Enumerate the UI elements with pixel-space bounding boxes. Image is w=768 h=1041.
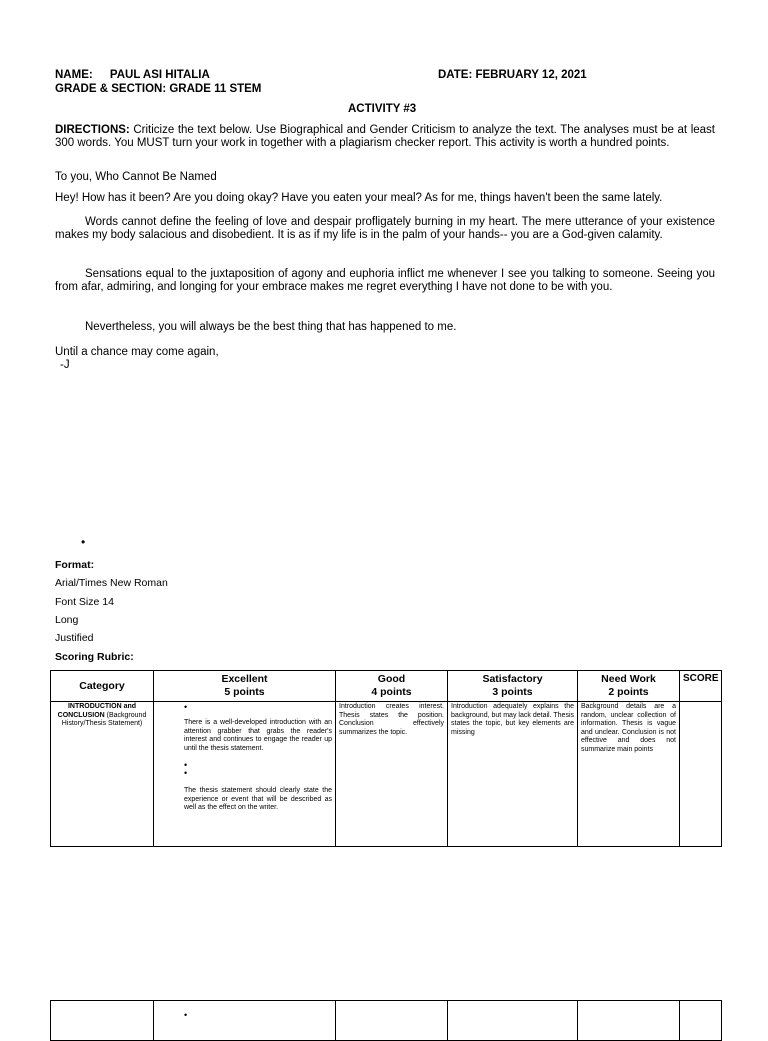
student-name: PAUL ASI HITALIA bbox=[109, 69, 210, 81]
row-category bbox=[51, 702, 154, 847]
header-satisfactory bbox=[448, 671, 578, 702]
header-need-work bbox=[578, 671, 680, 702]
letter-salutation: To you, Who Cannot Be Named bbox=[55, 171, 217, 183]
name-line bbox=[55, 69, 210, 81]
header-score: SCORE bbox=[680, 671, 722, 702]
rubric-label: Scoring Rubric: bbox=[55, 651, 134, 663]
header-category: Category bbox=[51, 671, 154, 702]
date: DATE: FEBRUARY 12, 2021 bbox=[438, 69, 587, 81]
header-good-label: Good bbox=[377, 673, 406, 685]
letter-paragraph-3: Sensations equal to the juxtaposition of agony and euphoria inflict me whenever I see you talking to someone. Seeing you from afar, admiring, and longing for your embrace makes me regret everything I have not done to be with you. bbox=[55, 268, 715, 293]
letter-paragraph-4: Nevertheless, you will always be the best thing that has happened to me. bbox=[85, 321, 457, 333]
header-satisfactory-points: 3 points bbox=[492, 686, 533, 698]
format-font: Arial/Times New Roman bbox=[55, 577, 168, 589]
excellent-text-a: There is a well-developed introduction with an attention grabber that grabs the reader's interest and continues to engage the reader up until the thesis statement. bbox=[184, 719, 332, 752]
letter-signature: -J bbox=[60, 359, 70, 371]
format-align: Justified bbox=[55, 632, 94, 644]
directions bbox=[55, 124, 715, 150]
header-satisfactory-label: Satisfactory bbox=[482, 673, 543, 685]
directions-text: Criticize the text below. Use Biographical and Gender Criticism to analyze the text. The analyses must be at least 300 words. You MUST turn your work in together with a plagiarism checker report. This activity is worth a hundred points. bbox=[55, 124, 715, 149]
row-category-bold: INTRODUCTION and CONCLUSION bbox=[57, 703, 137, 719]
activity-title: ACTIVITY #3 bbox=[348, 103, 417, 115]
letter-paragraph-1: Hey! How has it been? Are you doing okay? Have you eaten your meal? As for me, things haven't been the same lately. bbox=[55, 192, 663, 204]
cont-need-work bbox=[578, 1001, 680, 1041]
row-excellent bbox=[154, 702, 336, 847]
bullet-3: • bbox=[184, 768, 188, 778]
cont-satisfactory bbox=[448, 1001, 578, 1041]
row-need-work: Background details are a random, unclear collection of information. Thesis is vague and unclear. Conclusion is not effective and does not summarize main points bbox=[578, 702, 680, 847]
format-paper: Long bbox=[55, 614, 79, 626]
format-size: Font Size 14 bbox=[55, 596, 114, 608]
rubric-row-intro-conclusion bbox=[51, 702, 722, 847]
header-excellent-points: 5 points bbox=[224, 686, 265, 698]
header-need-work-label: Need Work bbox=[601, 673, 656, 685]
format-label: Format: bbox=[55, 559, 95, 571]
letter-closing: Until a chance may come again, bbox=[55, 346, 219, 358]
cont-category bbox=[51, 1001, 154, 1041]
row-score bbox=[680, 702, 722, 847]
header-excellent-label: Excellent bbox=[221, 673, 268, 685]
bullet-2: • bbox=[184, 760, 188, 770]
cont-excellent bbox=[154, 1001, 336, 1041]
row-category-rest: (Background History/Thesis Statement) bbox=[61, 711, 147, 727]
header-good bbox=[336, 671, 448, 702]
row-satisfactory: Introduction adequately explains the background, but may lack detail. Thesis states the topic, but key elements are missing bbox=[448, 702, 578, 847]
bullet: • bbox=[81, 535, 86, 549]
row-good: Introduction creates interest. Thesis states the position. Conclusion effectively summarizes the topic. bbox=[336, 702, 448, 847]
excellent-text-b: The thesis statement should clearly state the experience or event that will be described as well as the effect on the writer. bbox=[184, 787, 332, 811]
rubric-row-continued bbox=[51, 1001, 722, 1041]
header-good-points: 4 points bbox=[371, 686, 412, 698]
rubric-header-row bbox=[51, 671, 722, 702]
bullet-4: • bbox=[184, 1010, 188, 1020]
header-excellent bbox=[154, 671, 336, 702]
bullet-1: • bbox=[184, 702, 188, 712]
cont-good bbox=[336, 1001, 448, 1041]
scoring-rubric-table-continued bbox=[50, 1000, 722, 1041]
scoring-rubric-table bbox=[50, 670, 722, 847]
cont-score bbox=[680, 1001, 722, 1041]
header-need-work-points: 2 points bbox=[608, 686, 649, 698]
letter-paragraph-2: Words cannot define the feeling of love and despair profligately burning in my heart. The mere utterance of your existence makes my body salacious and disobedient. It is as if my life is in the palm of your hands-- you are a God-given calamity. bbox=[55, 216, 715, 241]
name-label: NAME: bbox=[55, 69, 93, 81]
directions-label: DIRECTIONS: bbox=[55, 124, 130, 136]
grade-section: GRADE & SECTION: GRADE 11 STEM bbox=[55, 83, 262, 95]
